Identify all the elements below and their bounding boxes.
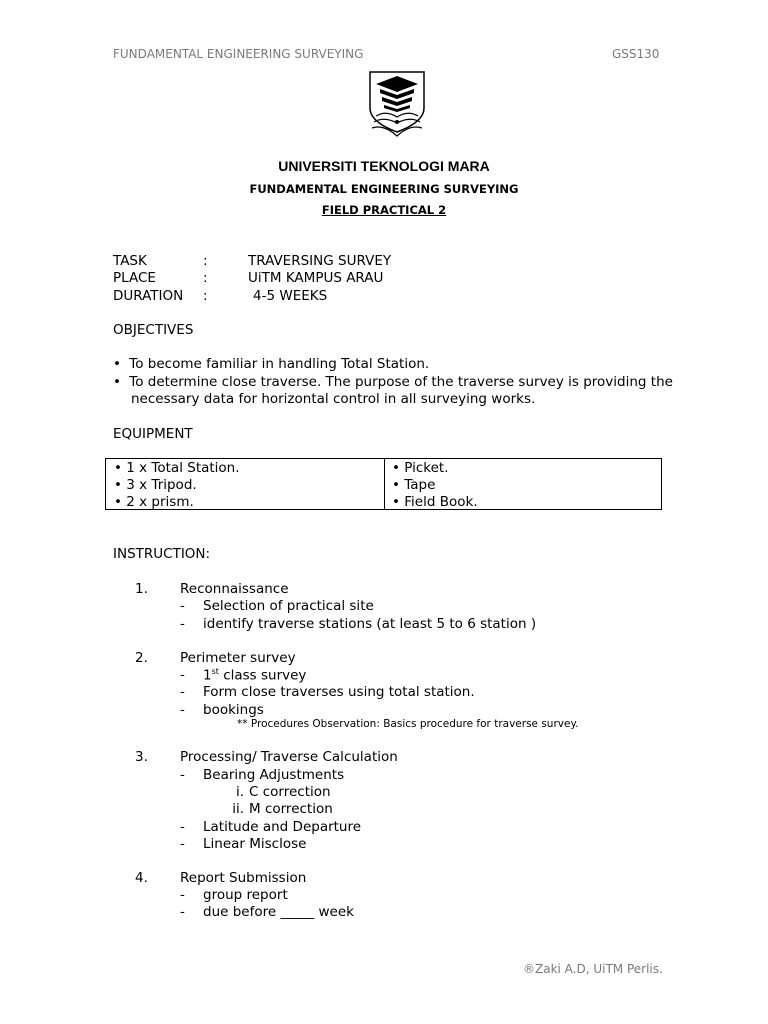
running-header-code: GSS130 — [612, 47, 660, 61]
equipment-item: • 1 x Total Station. — [114, 460, 240, 476]
dash-marker: - — [180, 819, 185, 835]
objective-item-continuation: necessary data for horizontal control in all surveying works. — [131, 391, 536, 407]
table-divider — [384, 459, 385, 509]
place-value: UiTM KAMPUS ARAU — [248, 270, 384, 286]
step-title: Perimeter survey — [180, 650, 296, 666]
step-item: bookings — [203, 702, 264, 718]
copyright-footer: ®Zaki A.D, UiTM Perlis. — [523, 962, 663, 976]
objectives-heading: OBJECTIVES — [113, 322, 194, 338]
objective-item: • To determine close traverse. The purpose of the traverse survey is providing the — [113, 374, 673, 390]
equipment-table — [105, 458, 662, 510]
step-number: 4. — [135, 870, 148, 886]
practical-title: FIELD PRACTICAL 2 — [321, 203, 447, 217]
bullet-icon: • — [114, 494, 122, 510]
step-item: Latitude and Departure — [203, 819, 362, 835]
dash-marker: - — [180, 616, 185, 632]
dash-marker: - — [180, 684, 185, 700]
step-item: due before _____ week — [203, 904, 354, 920]
step-item: group report — [203, 887, 288, 903]
procedure-note: ** Procedures Observation: Basics procedure for traverse survey. — [237, 718, 579, 730]
dash-marker: - — [180, 904, 185, 920]
sub-item: M correction — [249, 801, 333, 817]
university-name: UNIVERSITI TEKNOLOGI MARA — [278, 158, 490, 174]
dash-marker: - — [180, 667, 185, 683]
dash-marker: - — [180, 702, 185, 718]
place-colon: : — [203, 270, 208, 286]
step-item: Selection of practical site — [203, 598, 374, 614]
duration-value: 4-5 WEEKS — [253, 288, 328, 304]
step-item: Bearing Adjustments — [203, 767, 345, 783]
duration-label: DURATION — [113, 288, 184, 304]
step-item: 1st class survey — [203, 667, 307, 684]
bullet-icon: • — [392, 494, 400, 510]
step-item: Linear Misclose — [203, 836, 307, 852]
step-number: 1. — [135, 581, 148, 597]
equipment-item: • Tape — [392, 477, 436, 493]
university-crest-icon — [366, 70, 428, 142]
equipment-item: • 3 x Tripod. — [114, 477, 197, 493]
roman-numeral: ii. — [232, 801, 244, 817]
course-title: FUNDAMENTAL ENGINEERING SURVEYING — [249, 182, 519, 196]
task-colon: : — [203, 253, 208, 269]
bullet-icon: • — [114, 477, 122, 493]
running-header-title: FUNDAMENTAL ENGINEERING SURVEYING — [113, 47, 364, 61]
bullet-icon: • — [113, 374, 121, 390]
dash-marker: - — [180, 836, 185, 852]
place-label: PLACE — [113, 270, 156, 286]
equipment-item: • Field Book. — [392, 494, 478, 510]
sub-item: C correction — [249, 784, 331, 800]
step-item: identify traverse stations (at least 5 to 6 station ) — [203, 616, 537, 632]
task-value: TRAVERSING SURVEY — [248, 253, 392, 269]
step-title: Report Submission — [180, 870, 307, 886]
dash-marker: - — [180, 767, 185, 783]
step-title: Reconnaissance — [180, 581, 289, 597]
step-number: 2. — [135, 650, 148, 666]
step-item: Form close traverses using total station. — [203, 684, 475, 700]
roman-numeral: i. — [235, 784, 244, 800]
step-title: Processing/ Traverse Calculation — [180, 749, 398, 765]
bullet-icon: • — [114, 460, 122, 476]
equipment-item: • Picket. — [392, 460, 449, 476]
equipment-item: • 2 x prism. — [114, 494, 194, 510]
step-number: 3. — [135, 749, 148, 765]
bullet-icon: • — [113, 356, 121, 372]
dash-marker: - — [180, 598, 185, 614]
bullet-icon: • — [392, 460, 400, 476]
dash-marker: - — [180, 887, 185, 903]
objective-item: • To become familiar in handling Total Station. — [113, 356, 430, 372]
task-label: TASK — [113, 253, 147, 269]
bullet-icon: • — [392, 477, 400, 493]
duration-colon: : — [203, 288, 208, 304]
equipment-heading: EQUIPMENT — [113, 426, 193, 442]
instruction-heading: INSTRUCTION: — [113, 546, 211, 562]
